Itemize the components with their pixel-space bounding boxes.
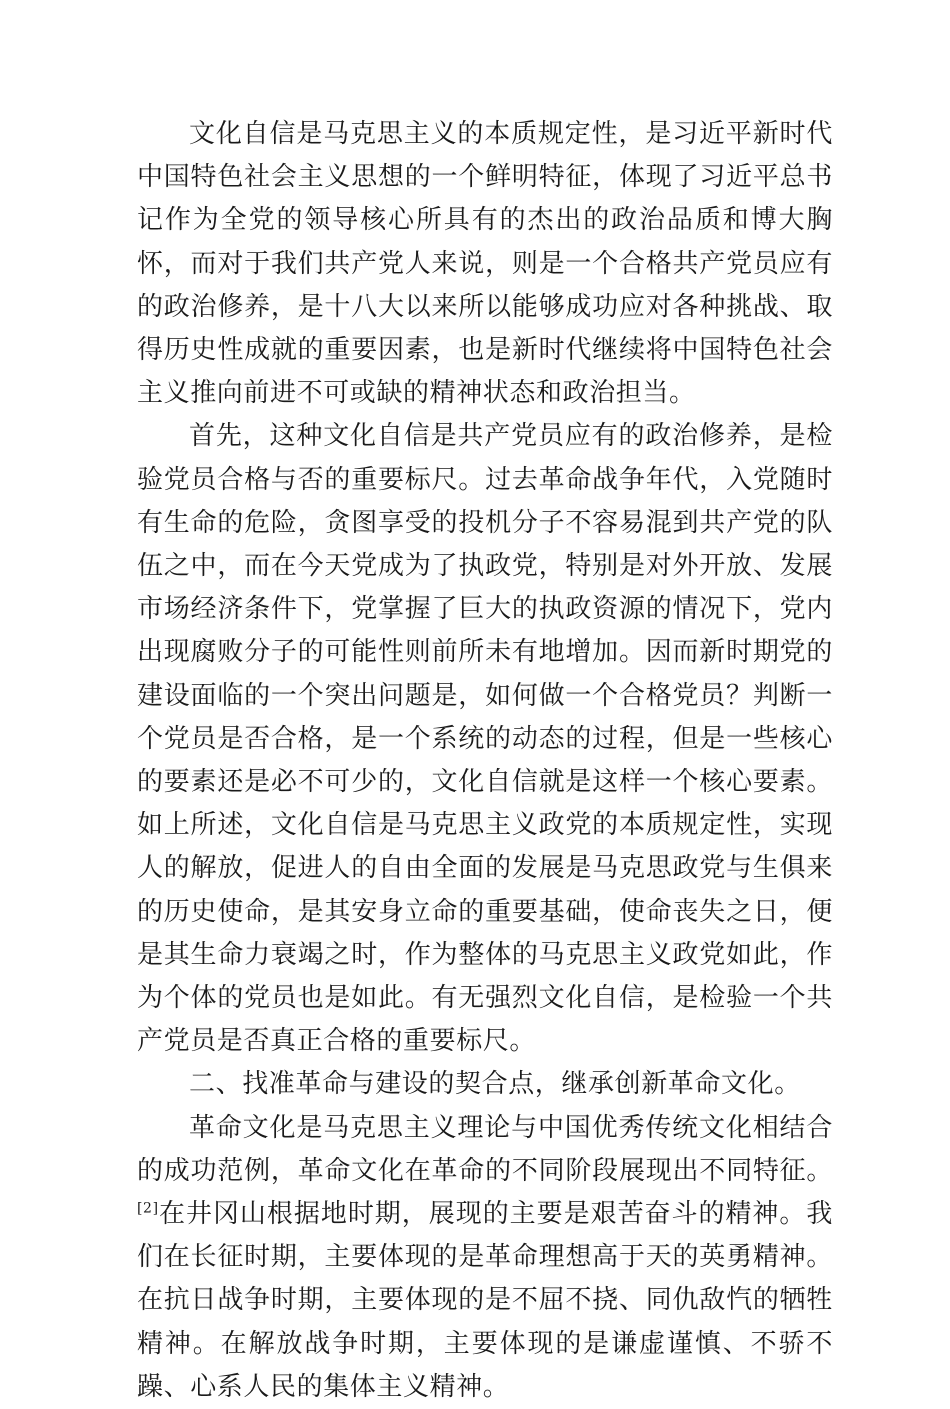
citation-marker: [2] bbox=[137, 1200, 159, 1217]
paragraph-1: 文化自信是马克思主义的本质规定性，是习近平新时代中国特色社会主义思想的一个鲜明特征，体现了习近平总书记作为全党的领导核心所具有的杰出的政治品质和博大胸怀，而对于我们共产党人来说，则是一个合格共产党员应有的政治修养，是十八大以来所以能够成功应对各种挑战、取得历史性成就的重要因素，也是新时代继续将中国特色社会主义推向前进不可或缺的精神状态和政治担当。 bbox=[137, 119, 833, 409]
body-text bbox=[137, 113, 833, 1409]
paragraph-2: 首先，这种文化自信是共产党员应有的政治修养，是检验党员合格与否的重要标尺。过去革命战争年代，入党随时有生命的危险，贪图享受的投机分子不容易混到共产党的队伍之中，而在今天党成为了执政党，特别是对外开放、发展市场经济条件下，党掌握了巨大的执政资源的情况下，党内出现腐败分子的可能性则前所未有地增加。因而新时期党的建设面临的一个突出问题是，如何做一个合格党员？判断一个党员是否合格，是一个系统的动态的过程，但是一些核心的要素还是必不可少的，文化自信就是这样一个核心要素。如上所述，文化自信是马克思主义政党的本质规定性，实现人的解放，促进人的自由全面的发展是马克思政党与生俱来的历史使命，是其安身立命的重要基础，使命丧失之日，便是其生命力衰竭之时，作为整体的马克思主义政党如此，作为个体的党员也是如此。有无强烈文化自信，是检验一个共产党员是否真正合格的重要标尺。 bbox=[137, 421, 833, 1057]
paragraph-3-text-before: 革命文化是马克思主义理论与中国优秀传统文化相结合的成功范例，革命文化在革命的不同阶段展现出不同特征。 bbox=[137, 1112, 833, 1186]
section-heading: 二、找准革命与建设的契合点，继承创新革命文化。 bbox=[189, 1069, 801, 1100]
paragraph-3-text-after: 在井冈山根据地时期，展现的主要是艰苦奋斗的精神。我们在长征时期，主要体现的是革命理想高于天的英勇精神。在抗日战争时期，主要体现的是不屈不挠、同仇敌忾的牺牲精神。在解放战争时期，主要体现的是谦虚谨慎、不骄不躁、心系人民的集体主义精神。 bbox=[137, 1199, 833, 1402]
paragraph-3 bbox=[137, 1107, 833, 1409]
